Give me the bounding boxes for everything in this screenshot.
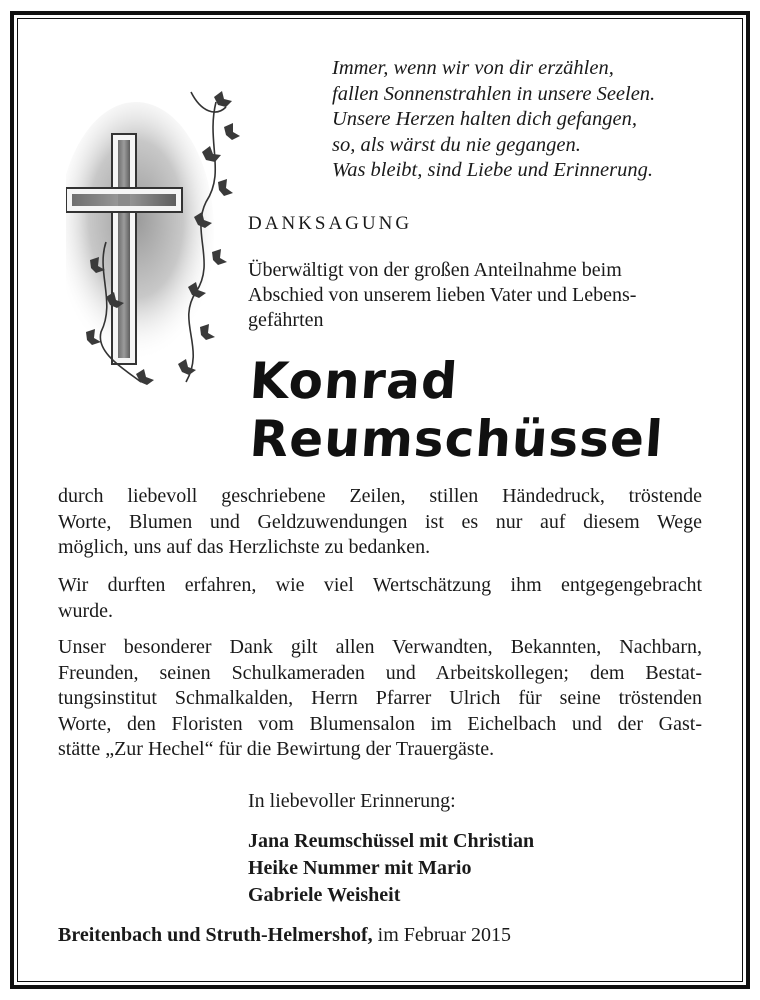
intro-line: Abschied von unserem lieben Vater und Lebens- xyxy=(248,284,637,306)
paragraph-thanks xyxy=(58,484,702,561)
paragraph-line: tungsinstitut Schmalkalden, Herrn Pfarrer Ulrich für seine tröstenden xyxy=(58,687,702,709)
intro-line: gefährten xyxy=(248,309,324,331)
place-date xyxy=(58,924,511,947)
paragraph-line: stätte „Zur Hechel“ für die Bewirtung der Trauergäste. xyxy=(58,738,495,760)
poem xyxy=(332,56,732,184)
intro-line: Überwältigt von der großen Anteilnahme beim xyxy=(248,259,622,281)
deceased-first-name: Konrad xyxy=(247,352,461,410)
poem-line: Immer, wenn wir von dir erzählen, xyxy=(332,57,614,79)
poem-line: fallen Sonnenstrahlen in unsere Seelen. xyxy=(332,82,656,105)
closing-phrase: In liebevoller Erinnerung: xyxy=(248,790,456,812)
signer: Heike Nummer mit Mario xyxy=(248,857,472,879)
paragraph-line: möglich, uns auf das Herzlichste zu bedanken. xyxy=(58,536,431,558)
poem-line: Unsere Herzen halten dich gefangen, xyxy=(332,108,637,130)
paragraph-line: Worte, den Floristen vom Blumensalon im Eichelbach und der Gast- xyxy=(58,712,702,735)
paragraph-line: Wir durften erfahren, wie viel Wertschätzung ihm entgegengebracht xyxy=(58,574,702,596)
deceased-last-name: Reumschüssel xyxy=(247,410,666,468)
signer: Jana Reumschüssel mit Christian xyxy=(248,830,535,852)
place: Breitenbach und Struth-Helmershof, xyxy=(58,924,373,946)
intro-text xyxy=(248,258,704,333)
paragraph-line: Unser besonderer Dank gilt allen Verwandten, Bekannten, Nachbarn, xyxy=(58,636,702,658)
paragraph-line: Worte, Blumen und Geldzuwendungen ist es nur auf diesem Wege xyxy=(58,510,702,533)
signers xyxy=(248,828,534,909)
paragraph-line: Freunden, seinen Schulkameraden und Arbeitskollegen; dem Bestat- xyxy=(58,661,702,684)
heading: DANKSAGUNG xyxy=(248,213,413,234)
paragraph-appreciation xyxy=(58,573,702,624)
paragraph-line: durch liebevoll geschriebene Zeilen, stillen Händedruck, tröstende xyxy=(58,485,702,507)
paragraph-special-thanks xyxy=(58,635,702,763)
signer: Gabriele Weisheit xyxy=(248,884,401,906)
paragraph-line: wurde. xyxy=(58,599,113,622)
cross-icon xyxy=(66,82,246,412)
poem-line: so, als wärst du nie gegangen. xyxy=(332,133,581,156)
date: im Februar 2015 xyxy=(377,924,511,946)
poem-line: Was bleibt, sind Liebe und Erinnerung. xyxy=(332,159,653,181)
